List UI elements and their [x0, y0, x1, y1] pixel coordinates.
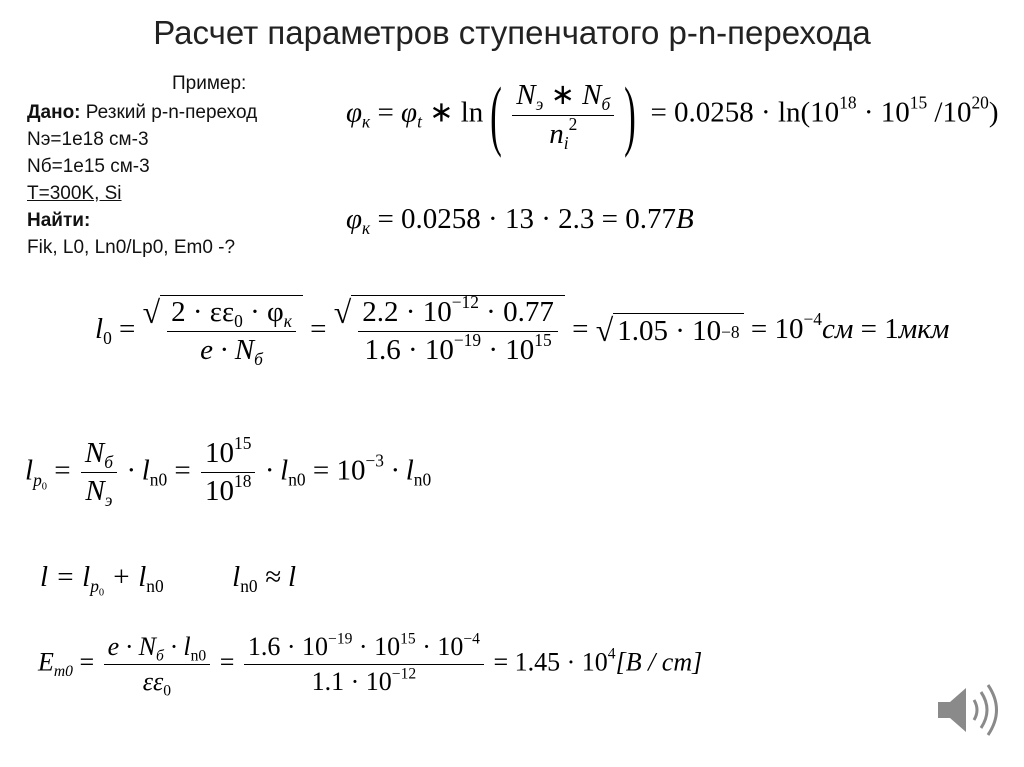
fraction: $\frac{N_э ∗ N_б}{n_i^2}$	[512, 79, 614, 151]
example-label: Пример:	[172, 73, 247, 94]
equation-total-width: $l = l_{p_0} + l_{n0}$ $l_{n0} \approx l$	[40, 561, 297, 599]
equation-contact-potential: $\varphi_к = \varphi_t$ ∗ ln( $\frac{N_э ∗ N_б}{n_i^2}$ ) = $0.0258 \cdot \ln(10^{18} \cdot 10^{15}$ $/10^{20}$)	[346, 71, 999, 158]
given-label: Дано:	[27, 102, 81, 123]
slide-title: Расчет параметров ступенчатого p-n-перехода	[153, 14, 871, 51]
speaker-icon[interactable]	[934, 680, 1004, 740]
equation-junction-width: $l_0$ = √ $\frac{2 \cdot \varepsilon\varepsilon_0 \cdot \varphi_к}{e \cdot N_б}$ = √ $\frac{2.2 \cdot 10^{-12} \cdot 0.77}{1.6 \cdot 10^{-19} \cdot 10^{15}}$ = √ 1.05 · 10 −8 = $10^{-4}см = 1мкм$	[95, 291, 950, 370]
find-text: Fik, L0, Ln0/Lp0, Em0 -?	[27, 237, 236, 258]
given-block	[27, 99, 257, 261]
equation-contact-potential-value: $\varphi_к = 0.0258 \cdot 13 \cdot 2.3 = 0.77B$	[346, 203, 694, 239]
given-temp: T=300K, Si	[27, 183, 122, 204]
given-text: Резкий p-n-переход	[80, 102, 258, 123]
given-line	[27, 99, 257, 126]
find-label: Найти:	[27, 210, 91, 231]
equation-lp0-ratio: $l_{p_0}$ = $\frac{N_б}{N_э}$ · $l_{n0}$ = $\frac{10^{15}}{10^{18}}$ · $l_{n0} = 10^{-3} \cdot l_{n0}$	[25, 432, 432, 511]
given-nb: Nб=1e15 см-3	[27, 156, 150, 177]
given-ne: Nэ=1e18 см-3	[27, 129, 149, 150]
equation-max-field: $E_{m0}$ = $\frac{e \cdot N_б \cdot l_{n0}}{\varepsilon\varepsilon_0}$ = $\frac{1.6 \cdot 10^{-19} \cdot 10^{15} \cdot 10^{-4}}{1.1 \cdot 10^{-12}}$ = $1.45 \cdot 10^4[B / cm]$	[38, 630, 703, 700]
